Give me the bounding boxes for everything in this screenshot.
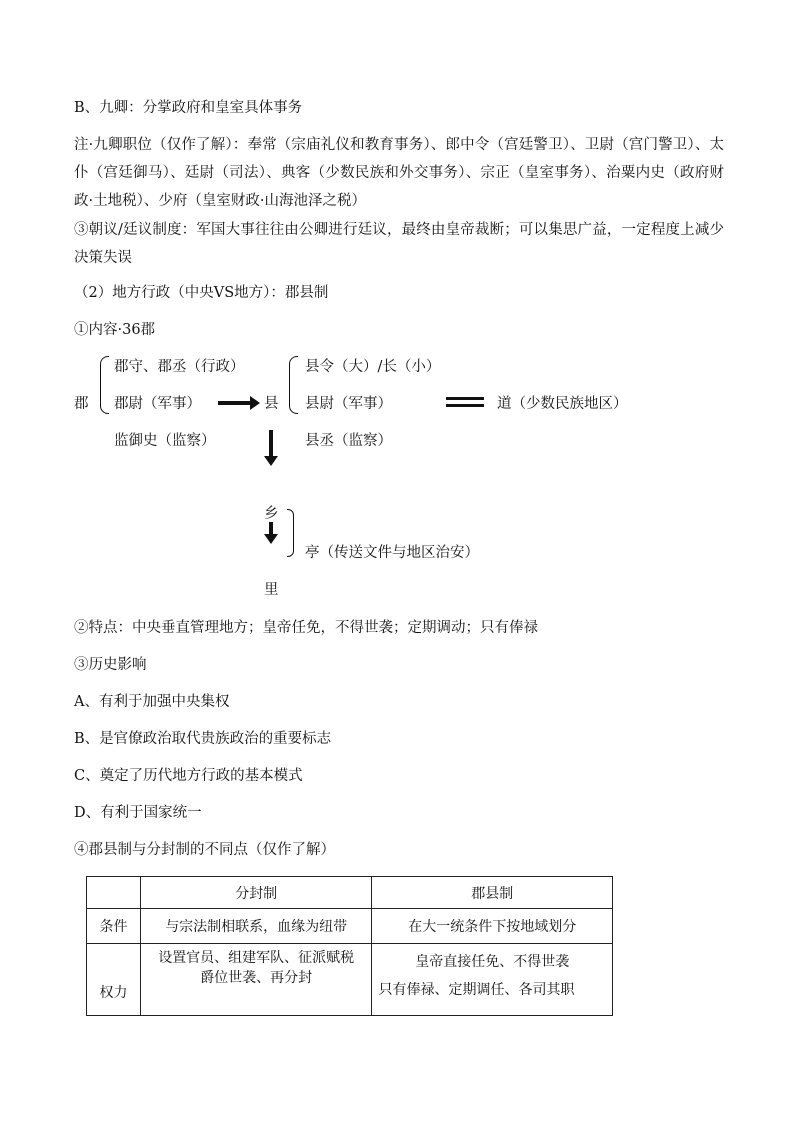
local-admin-heading: （2）地方行政（中央VS地方）：郡县制 bbox=[74, 285, 329, 301]
power-junxian-line-2: 只有俸禄、定期调任、各司其职 bbox=[378, 982, 575, 998]
power-fenfeng-line-1: 设置官员、组建军队、征派赋税 bbox=[158, 950, 355, 966]
li-label: 里 bbox=[264, 582, 279, 598]
table-header-empty bbox=[87, 877, 141, 909]
ting-brace bbox=[287, 509, 294, 557]
power-junxian-line-1: 皇帝直接任免、不得世袭 bbox=[415, 954, 570, 970]
jun-item-admin: 郡守、郡丞（行政） bbox=[114, 359, 245, 375]
jun-to-xian-arrow bbox=[218, 401, 252, 405]
jiuqing-note: 注·九卿职位（仅作了解）：奉常（宗庙礼仪和教育事务）、郎中令（宫廷警卫）、卫尉（宫门警卫）、太仆（宫廷御马）、廷尉（司法）、典客（少数民族和外交事务）、宗正（皇室事务）、治粟内史（政府财政·土地税）、少府（皇室财政·山海池泽之税） bbox=[74, 137, 724, 209]
impact-heading: ③历史影响 bbox=[74, 657, 147, 673]
condition-junxian: 在大一统条件下按地域划分 bbox=[372, 909, 613, 944]
comparison-table bbox=[86, 876, 613, 1016]
impact-item-b: B、是官僚政治取代贵族政治的重要标志 bbox=[74, 731, 332, 747]
xiang-to-li-arrow bbox=[269, 522, 273, 536]
xian-to-xiang-arrow bbox=[269, 430, 273, 458]
condition-fenfeng: 与宗法制相联系，血缘为纽带 bbox=[140, 909, 372, 944]
equals-bar-top bbox=[446, 397, 484, 400]
xian-brace bbox=[289, 356, 298, 414]
table-row bbox=[87, 944, 613, 1016]
impact-item-c: C、奠定了历代地方行政的基本模式 bbox=[74, 768, 303, 784]
equals-bar-bottom bbox=[446, 404, 484, 407]
power-fenfeng-line-2: 爵位世袭、再分封 bbox=[200, 970, 313, 986]
table-row bbox=[87, 909, 613, 944]
table-header-row bbox=[87, 877, 613, 909]
jun-brace bbox=[100, 356, 109, 414]
tingyi-line: ③朝议/廷议制度：军国大事往往由公卿进行廷议，最终由皇帝裁断；可以集思广益，一定程度上减少决策失误 bbox=[74, 222, 724, 266]
jianyushi-label: 监御史（监察） bbox=[114, 433, 216, 449]
impact-item-d: D、有利于国家统一 bbox=[74, 805, 202, 821]
row-label-condition: 条件 bbox=[87, 909, 141, 944]
dao-label: 道（少数民族地区） bbox=[497, 396, 628, 412]
table-header-junxian: 郡县制 bbox=[372, 877, 613, 909]
compare-heading: ④郡县制与分封制的不同点（仅作了解） bbox=[74, 842, 335, 858]
xian-item-supervision: 县丞（监察） bbox=[305, 433, 392, 449]
jiuqing-line: B、九卿：分掌政府和皇室具体事务 bbox=[74, 100, 303, 116]
row-label-power-text: 权力 bbox=[99, 984, 128, 1001]
xian-item-head: 县令（大）/长（小） bbox=[305, 359, 441, 375]
ting-label: 亭（传送文件与地区治安） bbox=[305, 545, 479, 561]
xian-label: 县 bbox=[264, 396, 279, 412]
table-header-fenfeng: 分封制 bbox=[140, 877, 372, 909]
features-line: ②特点：中央垂直管理地方；皇帝任免，不得世袭；定期调动；只有俸禄 bbox=[74, 620, 538, 636]
xiang-label: 乡 bbox=[264, 506, 279, 522]
jun-item-military: 郡尉（军事） bbox=[114, 396, 201, 412]
power-junxian bbox=[372, 944, 613, 1016]
row-label-power bbox=[87, 944, 141, 1016]
content-heading: ①内容·36郡 bbox=[74, 322, 156, 338]
xian-item-military: 县尉（军事） bbox=[305, 396, 392, 412]
impact-item-a: A、有利于加强中央集权 bbox=[74, 694, 230, 710]
jun-label: 郡 bbox=[74, 396, 89, 412]
power-fenfeng bbox=[140, 944, 372, 1016]
